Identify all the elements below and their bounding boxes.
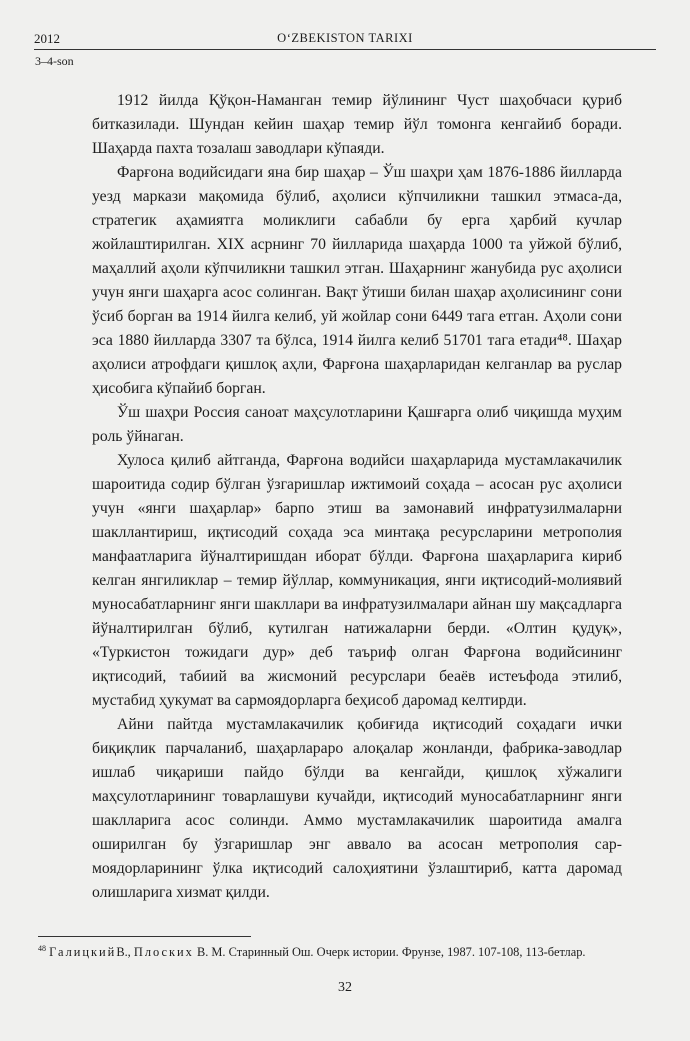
paragraph: Фарғона водийсидаги яна бир шаҳар – Ўш шаҳри ҳам 1876-1886 йилларда уезд маркази мақомида бўлиб, аҳолиси кўпчиликни ташкил этмаса-да, стратегик аҳамиятга моликлиги сабабли бу ерга ҳарбий кучлар жойлаштирилган. XIX асрнинг 70 йилларида шаҳарда 1000 та уйжой бўлиб, маҳаллий аҳоли кўпчиликни ташкил этган. Шаҳарнинг жанубида рус аҳолиси учун янги шаҳарга асос солинган. Вақт ўтиши билан шаҳар аҳолисининг сони ўсиб борган ва 1914 йилга келиб, уй жойлар сони 6449 тага етган. Аҳоли сони эса 1880 йилларда 3307 та бўлса, 1914 йилга келиб 51701 тага етади⁴⁸. Шаҳар аҳолиси атрофдаги қишлоқ аҳли, Фарғона шаҳарларидан келганлар ва руслар ҳисобига кўпайиб борган. xyxy=(92,164,622,397)
header-journal-title: O‘ZBEKISTON TARIXI xyxy=(277,31,413,45)
page-number: 32 xyxy=(338,980,352,995)
running-header xyxy=(34,31,656,45)
footnote-citation: В. М. Старинный Ош. Очерк истории. Фрунзе, 1987. 107-108, 113-бетлар. xyxy=(193,945,586,960)
footnote-rule xyxy=(38,936,251,937)
footnote-author-2: Плоских xyxy=(133,945,194,960)
footnote-number: 48 xyxy=(38,944,46,953)
header-rule xyxy=(34,49,656,50)
header-issue: 3–4-son xyxy=(35,54,74,68)
header-year: 2012 xyxy=(34,31,60,46)
footnote-author-1: Галицкий xyxy=(49,945,117,960)
footnote xyxy=(38,941,630,960)
paragraph: Айни пайтда мустамлакачилик қобиғида иқтисодий соҳадаги ички биқиқлик парчаланиб, шаҳарлараро алоқалар жонланди, фабрика-заводлар ишлаб чиқариши пайдо бўлди ва кенгайди, қишлоқ хўжалиги маҳсулотларининг товарлашуви кучайди, иқтисодий муносабатларнинг янги шаклларига асос солинди. Аммо мустамлакачилик шароитида амалга оширилган бу ўзгаришлар энг аввало ва асосан метрополия сармоядорларининг ўлка иқтисодий салоҳиятини ўзлаштириб, катта даромад олишларига хизмат қилди. xyxy=(92,716,622,901)
paragraph: Ўш шаҳри Россия саноат маҳсулотларини Қашғарга олиб чиқишда муҳим роль ўйнаган. xyxy=(92,404,622,445)
body-text xyxy=(92,89,622,905)
paragraph: Хулоса қилиб айтганда, Фарғона водийси шаҳарларида мустамлакачилик шароитида содир бўлган ўзгаришлар ижтимоий соҳада – асосан рус аҳолиси учун «янги шаҳарлар» барпо этиш ва замонавий инфратузилмаларни шакллантириш, иқтисодий соҳада эса минтақа ресурсларини метрополия манфаатларига йўналтиришдан иборат бўлди. Фарғона шаҳарларига кириб келган янгиликлар – темир йўллар, коммуникация, янги иқтисодий-молиявий муносабатларнинг янги шакллари ва инфратузилмалари айнан шу мақсадларга йўналтирилган бўлиб, кутилган натижаларни берди. «Олтин қудуқ», «Туркистон тожидаги дур» деб таъриф олган Фарғона водийсининг иқтисодий, табиий ва жисмоний ресурслари беаёв истеъфода этилиб, мустабид ҳукумат ва сармоядорларга беҳисоб даромад келтирди. xyxy=(92,452,622,709)
footnote-initials-1: В., xyxy=(116,945,134,960)
paragraph: 1912 йилда Қўқон-Наманган темир йўлининг Чуст шаҳобчаси қуриб битказилади. Шундан кейин шаҳар темир йўл томонга кенгайиб боради. Шаҳарда пахта тозалаш заводлари кўпаяди. xyxy=(92,92,622,157)
